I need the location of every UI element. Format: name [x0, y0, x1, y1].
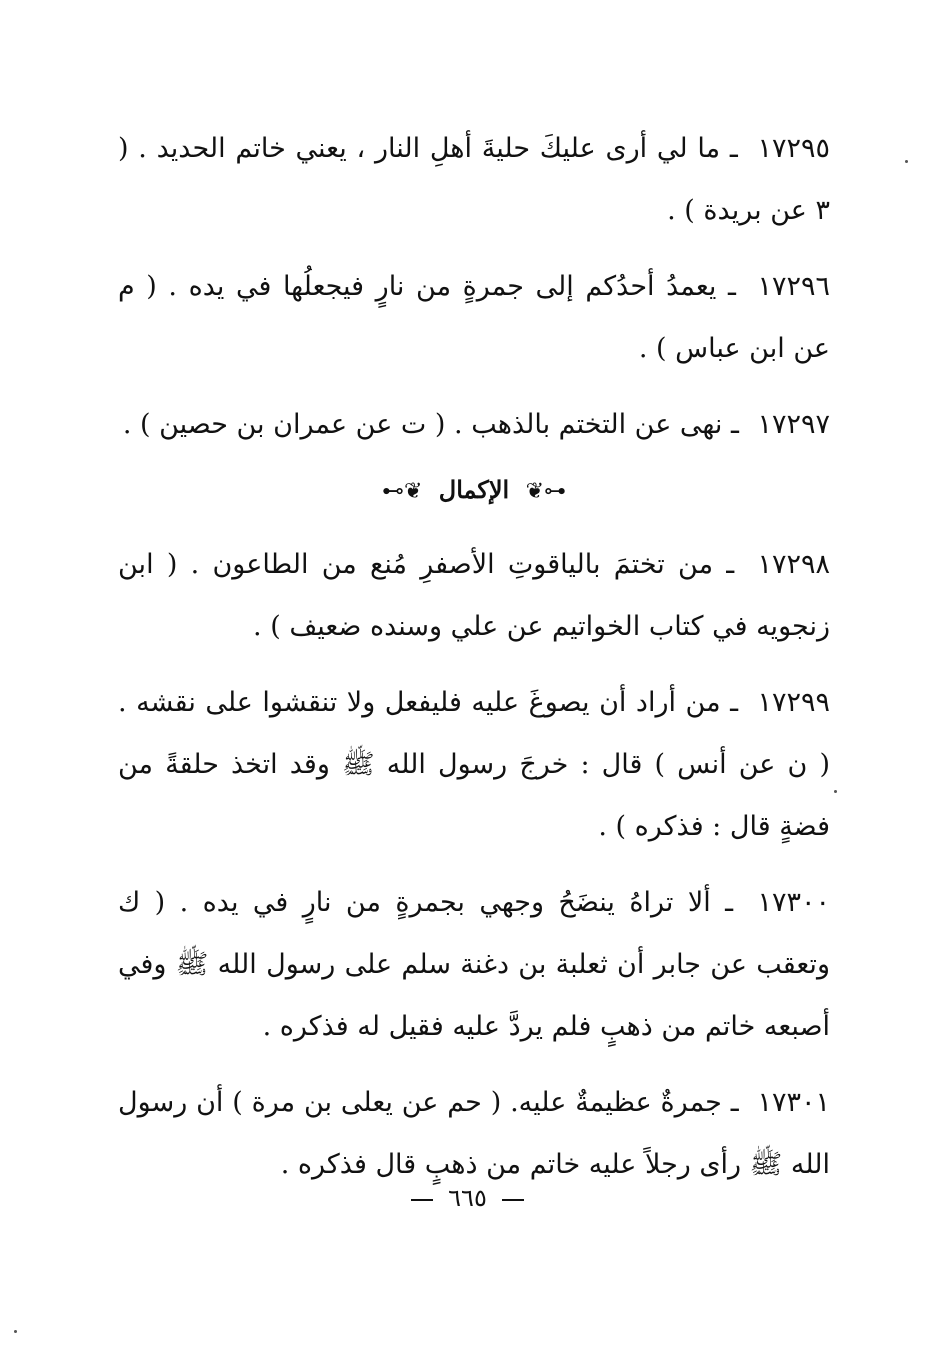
dash-divider	[411, 1199, 433, 1201]
entry-number: ١٧٢٩٦	[757, 271, 831, 302]
entry-text: جمرةٌ عظيمةٌ عليه. ( حم عن يعلى بن مرة ) أن رسول الله ﷺ رأى رجلاً عليه خاتم من ذهبٍ قال فذكره .	[118, 1086, 830, 1180]
entry-text: ألا تراهُ ينضَحُ وجهي بجمرةٍ من نارٍ في يده . ( ك وتعقب عن جابر أن ثعلبة بن دغنة سلم على رسول الله ﷺ وفي أصبعه خاتم من ذهبٍ فلم يردَّ عليه فقيل له فذكره .	[118, 886, 830, 1042]
hadith-entry: ١٧٢٩٧ ـ نهى عن التختم بالذهب . ( ت عن عمران بن حصين ) .	[122, 409, 830, 440]
hadith-entry: ١٧٢٩٦ ـ يعمدُ أحدُكم إلى جمرةٍ من نارٍ فيجعلُها في يده . ( م عن ابن عباس ) .	[118, 271, 831, 364]
entry-number: ١٧٢٩٥	[757, 133, 831, 164]
entry-text: يعمدُ أحدُكم إلى جمرةٍ من نارٍ فيجعلُها في يده . ( م عن ابن عباس ) .	[118, 271, 830, 364]
paper-speck	[834, 790, 837, 793]
text-column	[118, 118, 830, 1210]
ornament-left-icon: ❦⊶	[382, 478, 423, 504]
hadith-entry: ١٧٣٠١ ـ جمرةٌ عظيمةٌ عليه. ( حم عن يعلى بن مرة ) أن رسول الله ﷺ رأى رجلاً عليه خاتم من ذهبٍ قال فذكره .	[118, 1086, 830, 1180]
hadith-entry: ١٧٣٠٠ ـ ألا تراهُ ينضَحُ وجهي بجمرةٍ من نارٍ في يده . ( ك وتعقب عن جابر أن ثعلبة بن دغنة سلم على رسول الله ﷺ وفي أصبعه خاتم من ذهبٍ فلم يردَّ عليه فقيل له فذكره .	[118, 886, 830, 1042]
entry-text: من أراد أن يصوغَ عليه فليفعل ولا تنقشوا على نقشه . ( ن عن أنس ) قال : خرجَ رسول الله ﷺ وقد اتخذ حلقةً من فضةٍ قال : فذكره ) .	[118, 686, 830, 842]
section-heading	[118, 470, 830, 512]
entry-number: ١٧٢٩٨	[757, 548, 830, 580]
entry-text: نهى عن التختم بالذهب . ( ت عن عمران بن حصين ) .	[122, 409, 723, 440]
entry-text: من تختمَ بالياقوتِ الأصفرِ مُنع من الطاعون . ( ابن زنجويه في كتاب الخواتيم عن علي وسنده ضعيف ) .	[118, 548, 830, 642]
entry-number: ١٧٣٠١	[757, 1086, 830, 1118]
entry-number: ١٧٢٩٩	[757, 686, 831, 718]
entry-number: ١٧٣٠٠	[757, 886, 830, 918]
section-title: الإكمال	[438, 475, 510, 504]
dash-divider	[502, 1199, 524, 1201]
paper-speck	[905, 160, 908, 163]
paper-speck	[14, 1330, 17, 1333]
page-number	[0, 1184, 935, 1212]
hadith-entry: ١٧٢٩٩ ـ من أراد أن يصوغَ عليه فليفعل ولا تنقشوا على نقشه . ( ن عن أنس ) قال : خرجَ رسول الله ﷺ وقد اتخذ حلقةً من فضةٍ قال : فذكره ) .	[118, 686, 831, 842]
page-number-text: ٦٦٥	[448, 1184, 487, 1212]
ornament-right-icon: ⊷❦	[525, 478, 566, 504]
entry-text: ما لي أرى عليكَ حليةَ أهلِ النار ، يعني خاتم الحديد . ( ٣ عن بريدة ) .	[118, 133, 830, 226]
hadith-entry: ١٧٢٩٨ ـ من تختمَ بالياقوتِ الأصفرِ مُنع من الطاعون . ( ابن زنجويه في كتاب الخواتيم عن علي وسنده ضعيف ) .	[118, 548, 830, 642]
entry-number: ١٧٢٩٧	[757, 409, 830, 440]
hadith-entry: ١٧٢٩٥ ـ ما لي أرى عليكَ حليةَ أهلِ النار ، يعني خاتم الحديد . ( ٣ عن بريدة ) .	[118, 133, 831, 226]
